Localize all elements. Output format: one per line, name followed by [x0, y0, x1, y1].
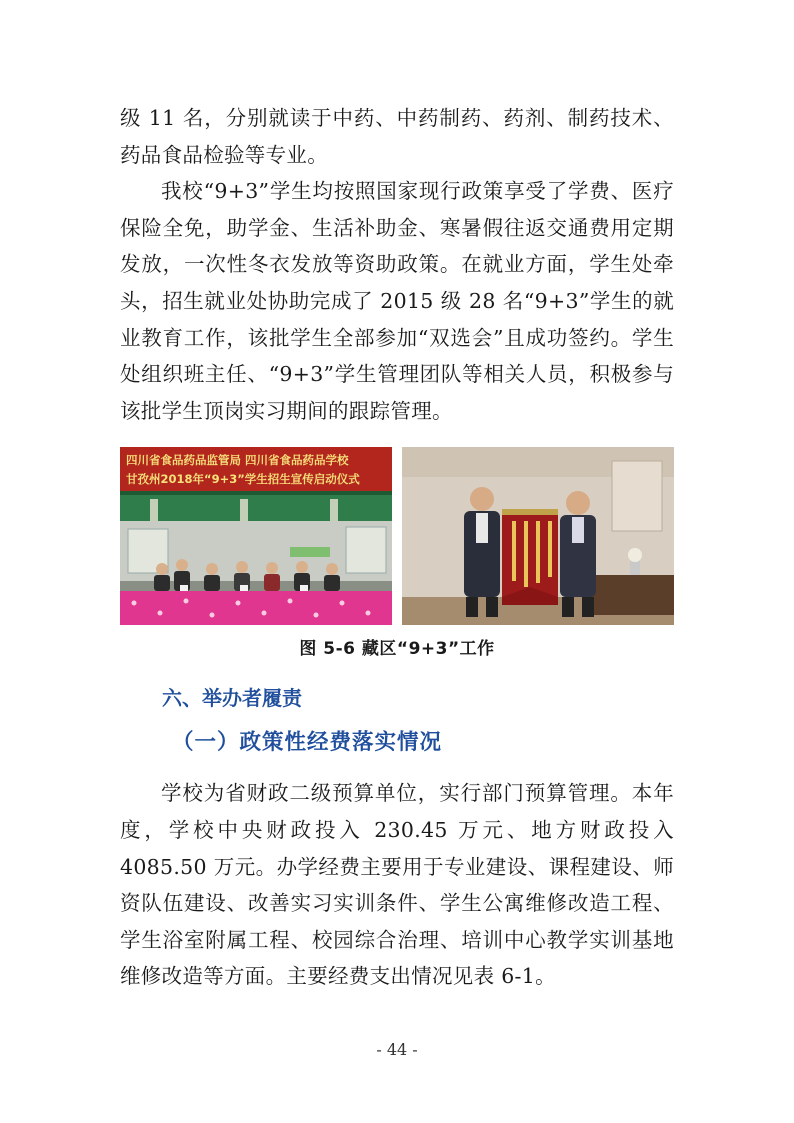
photo-row [120, 447, 674, 625]
page-content [120, 100, 674, 995]
subsection-heading: （一）政策性经费落实情况 [172, 730, 443, 756]
photo-launch-ceremony [120, 447, 392, 625]
banner-text-line1: 四川省食品药品监管局 四川省食品药品学校 [126, 453, 349, 468]
section-heading: 六、举办者履责 [162, 686, 302, 711]
paragraph-continuation: 级 11 名，分别就读于中药、中药制药、药剂、制药技术、药品食品检验等专业。 [120, 106, 674, 167]
figure-caption: 图 5-6 藏区“9+3”工作 [299, 639, 495, 660]
section-body [120, 775, 674, 995]
banner-text-line2: 甘孜州2018年“9+3”学生招生宣传启动仪式 [126, 472, 360, 487]
page-number: - 44 - [376, 1040, 418, 1059]
paragraph-funding: 学校为省财政二级预算单位，实行部门预算管理。本年度，学校中央财政投入 230.45 万元、地方财政投入 4085.50 万元。办学经费主要用于专业建设、课程建设、师资队伍建设、改善实习实训条件、学生公寓维修改造工程、学生浴室附属工程、校园综合治理、培训中心教学实训基地维修改造等方面。主要经费支出情况见表 6-1。 [120, 781, 674, 989]
paragraph-9plus3-policy: 我校“9+3”学生均按照国家现行政策享受了学费、医疗保险全免，助学金、生活补助金、寒暑假往返交通费用定期发放，一次性冬衣发放等资助政策。在就业方面，学生处牵头，招生就业处协助完成了 2015 级 28 名“9+3”学生的就业教育工作，该批学生全部参加“双选会”且成功签约。学生处组织班主任、“9+3”学生管理团队等相关人员，积极参与该批学生顶岗实习期间的跟踪管理。 [120, 179, 674, 423]
photo-banner-presentation [402, 447, 674, 625]
